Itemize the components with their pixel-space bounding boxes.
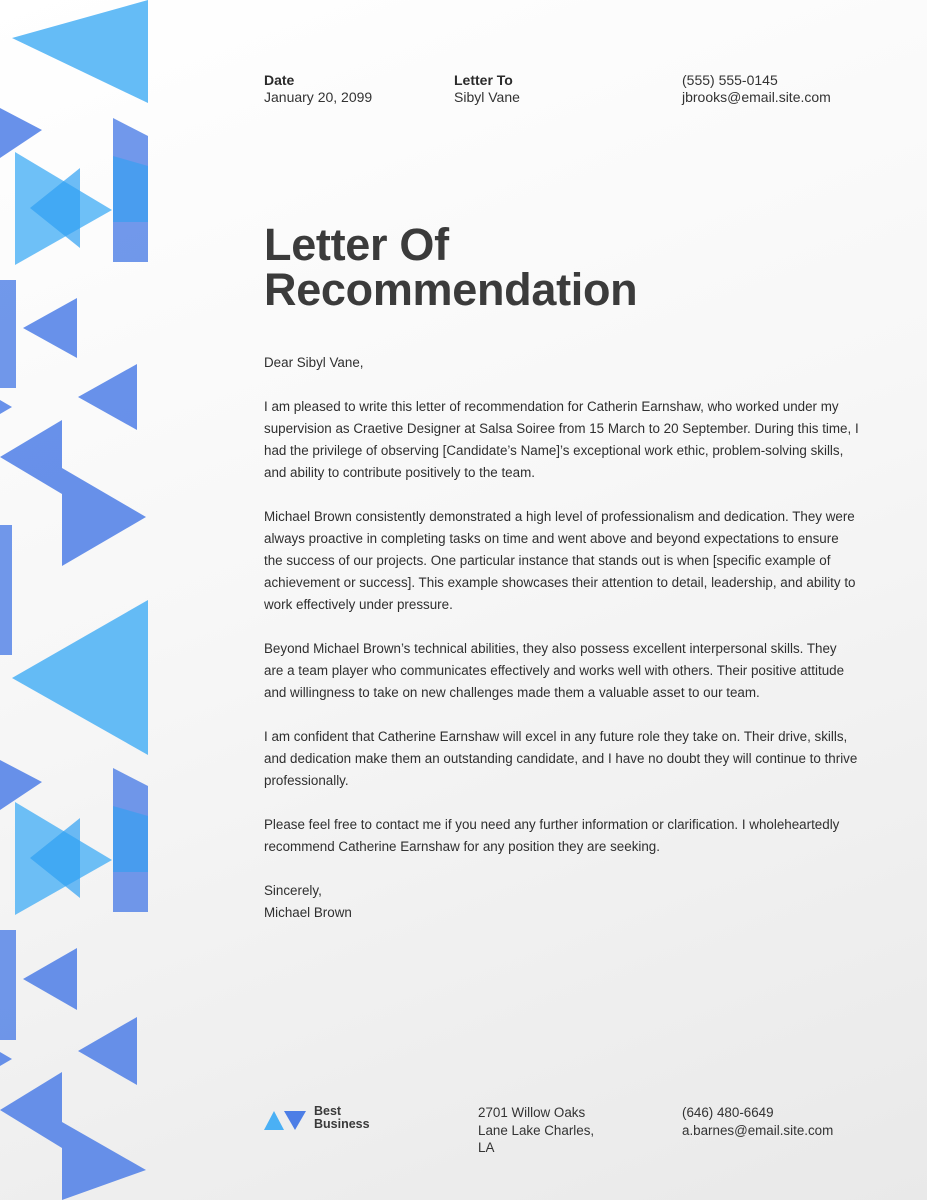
letter-to-label: Letter To bbox=[454, 72, 513, 88]
letter-header bbox=[264, 72, 864, 112]
company-name-line-2: Business bbox=[314, 1117, 370, 1131]
sender-contact-block bbox=[682, 72, 831, 106]
sender-phone: (555) 555-0145 bbox=[682, 72, 778, 88]
company-name-line-1: Best bbox=[314, 1104, 342, 1118]
company-contact bbox=[682, 1104, 833, 1139]
twin-triangles-logo-icon bbox=[264, 1108, 308, 1134]
title-line-2: Recommendation bbox=[264, 264, 638, 315]
paragraph-1: I am pleased to write this letter of recommendation for Catherin Earnshaw, who worked under my supervision as Craetive Designer at Salsa Soiree from 15 March to 20 September. During this time, I had the privilege of observing [Candidate’s Name]’s exceptional work ethic, problem-solving skills, and ability to contribute positively to the team. bbox=[264, 399, 859, 480]
address-line-3: LA bbox=[478, 1140, 495, 1155]
closing-block bbox=[264, 880, 859, 924]
date-value: January 20, 2099 bbox=[264, 89, 373, 105]
paragraph-5: Please feel free to contact me if you need any further information or clarification. I wholeheartedly recommend Catherine Earnshaw for any position they are seeking. bbox=[264, 817, 840, 854]
paragraph-2: Michael Brown consistently demonstrated a high level of professionalism and dedication. They were always proactive in completing tasks on time and went above and beyond expectations to ensure the success of our projects. One particular instance that stands out is when [specific example of achievement or success]. This example showcases their attention to detail, leadership, and ability to work effectively under pressure. bbox=[264, 509, 856, 612]
salutation: Dear Sibyl Vane, bbox=[264, 355, 364, 370]
company-email: a.barnes@email.site.com bbox=[682, 1122, 834, 1138]
date-block bbox=[264, 72, 372, 106]
signature: Michael Brown bbox=[264, 905, 352, 920]
recipient-block bbox=[454, 72, 520, 106]
recipient-name: Sibyl Vane bbox=[454, 89, 520, 105]
letter-body bbox=[264, 352, 859, 946]
address-line-2: Lane Lake Charles, bbox=[478, 1122, 595, 1138]
address-line-1: 2701 Willow Oaks bbox=[478, 1105, 586, 1120]
paragraph-4: I am confident that Catherine Earnshaw will excel in any future role they take on. Their drive, skills, and dedication make them an outstanding candidate, and I have no doubt they will continue to thrive professionally. bbox=[264, 729, 858, 788]
company-phone: (646) 480-6649 bbox=[682, 1105, 774, 1120]
company-name bbox=[314, 1105, 370, 1131]
paragraph-3: Beyond Michael Brown’s technical abilities, they also possess excellent interpersonal skills. They are a team player who communicates effectively and works well with others. Their positive attitude and willingness to take on new challenges made them a valuable asset to our team. bbox=[264, 641, 845, 700]
closing: Sincerely, bbox=[264, 883, 322, 898]
letter-footer bbox=[264, 1104, 884, 1164]
title-line-1: Letter Of bbox=[264, 219, 449, 270]
sender-email: jbrooks@email.site.com bbox=[682, 89, 831, 105]
triangle-pattern-art bbox=[0, 0, 150, 1200]
date-label: Date bbox=[264, 72, 295, 88]
page-title bbox=[264, 219, 864, 315]
company-address bbox=[478, 1104, 594, 1157]
